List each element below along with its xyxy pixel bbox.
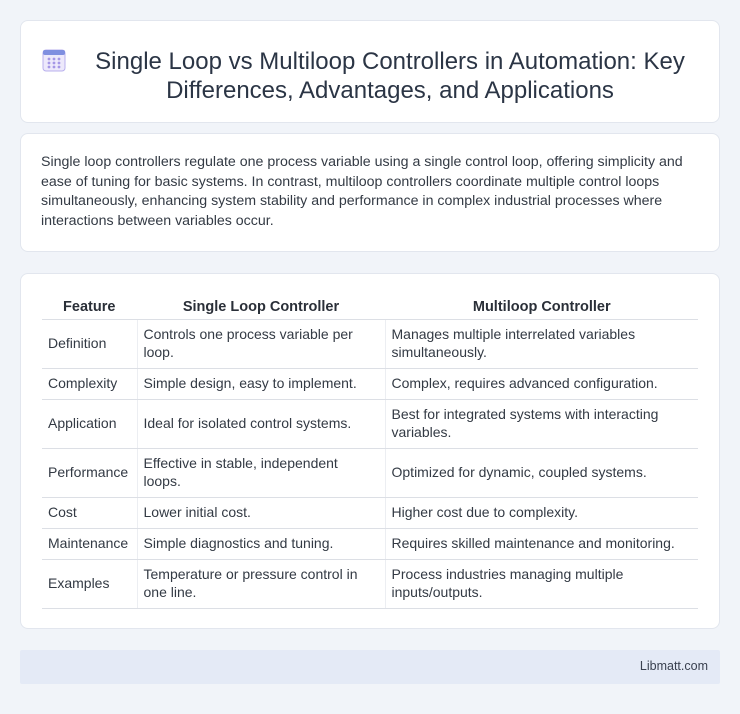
feature-cell: Application — [42, 399, 137, 448]
single-loop-cell: Ideal for isolated control systems. — [137, 399, 385, 448]
table-row — [42, 319, 698, 368]
table-row — [42, 497, 698, 528]
feature-cell: Performance — [42, 448, 137, 497]
table-row — [42, 559, 698, 608]
calendar-icon — [41, 47, 67, 73]
single-loop-cell: Temperature or pressure control in one line. — [137, 559, 385, 608]
intro-card — [20, 133, 720, 252]
multiloop-cell: Process industries managing multiple inputs/outputs. — [385, 559, 698, 608]
feature-cell: Examples — [42, 559, 137, 608]
single-loop-cell: Simple diagnostics and tuning. — [137, 528, 385, 559]
page-title: Single Loop vs Multiloop Controllers in Automation: Key Differences, Advantages, and Applications — [95, 48, 685, 104]
multiloop-cell: Complex, requires advanced configuration. — [385, 368, 698, 399]
footer-brand: Libmatt.com — [639, 659, 708, 673]
single-loop-cell: Effective in stable, independent loops. — [137, 448, 385, 497]
multiloop-cell: Manages multiple interrelated variables simultaneously. — [385, 319, 698, 368]
intro-paragraph: Single loop controllers regulate one process variable using a single control loop, offering simplicity and ease of tuning for basic systems. In contrast, multiloop controllers coordinate multiple control loops simultaneously, enhancing system stability and performance in complex industrial processes where interactions between variables occur. — [41, 154, 683, 229]
feature-cell: Maintenance — [42, 528, 137, 559]
single-loop-cell: Controls one process variable per loop. — [137, 319, 385, 368]
feature-cell: Cost — [42, 497, 137, 528]
table-header-row — [42, 295, 698, 319]
title-card — [20, 20, 720, 123]
single-loop-cell: Lower initial cost. — [137, 497, 385, 528]
multiloop-cell: Optimized for dynamic, coupled systems. — [385, 448, 698, 497]
table-row — [42, 448, 698, 497]
table-row — [42, 368, 698, 399]
header-multiloop: Multiloop Controller — [385, 295, 698, 319]
comparison-table — [42, 295, 698, 609]
multiloop-cell: Best for integrated systems with interacting variables. — [385, 399, 698, 448]
footer-bar — [20, 650, 720, 684]
comparison-card — [20, 273, 720, 629]
single-loop-cell: Simple design, easy to implement. — [137, 368, 385, 399]
table-row — [42, 399, 698, 448]
feature-cell: Complexity — [42, 368, 137, 399]
table-row — [42, 528, 698, 559]
multiloop-cell: Higher cost due to complexity. — [385, 497, 698, 528]
title-row — [21, 21, 719, 105]
multiloop-cell: Requires skilled maintenance and monitoring. — [385, 528, 698, 559]
header-single-loop: Single Loop Controller — [137, 295, 385, 319]
feature-cell: Definition — [42, 319, 137, 368]
header-feature: Feature — [42, 295, 137, 319]
